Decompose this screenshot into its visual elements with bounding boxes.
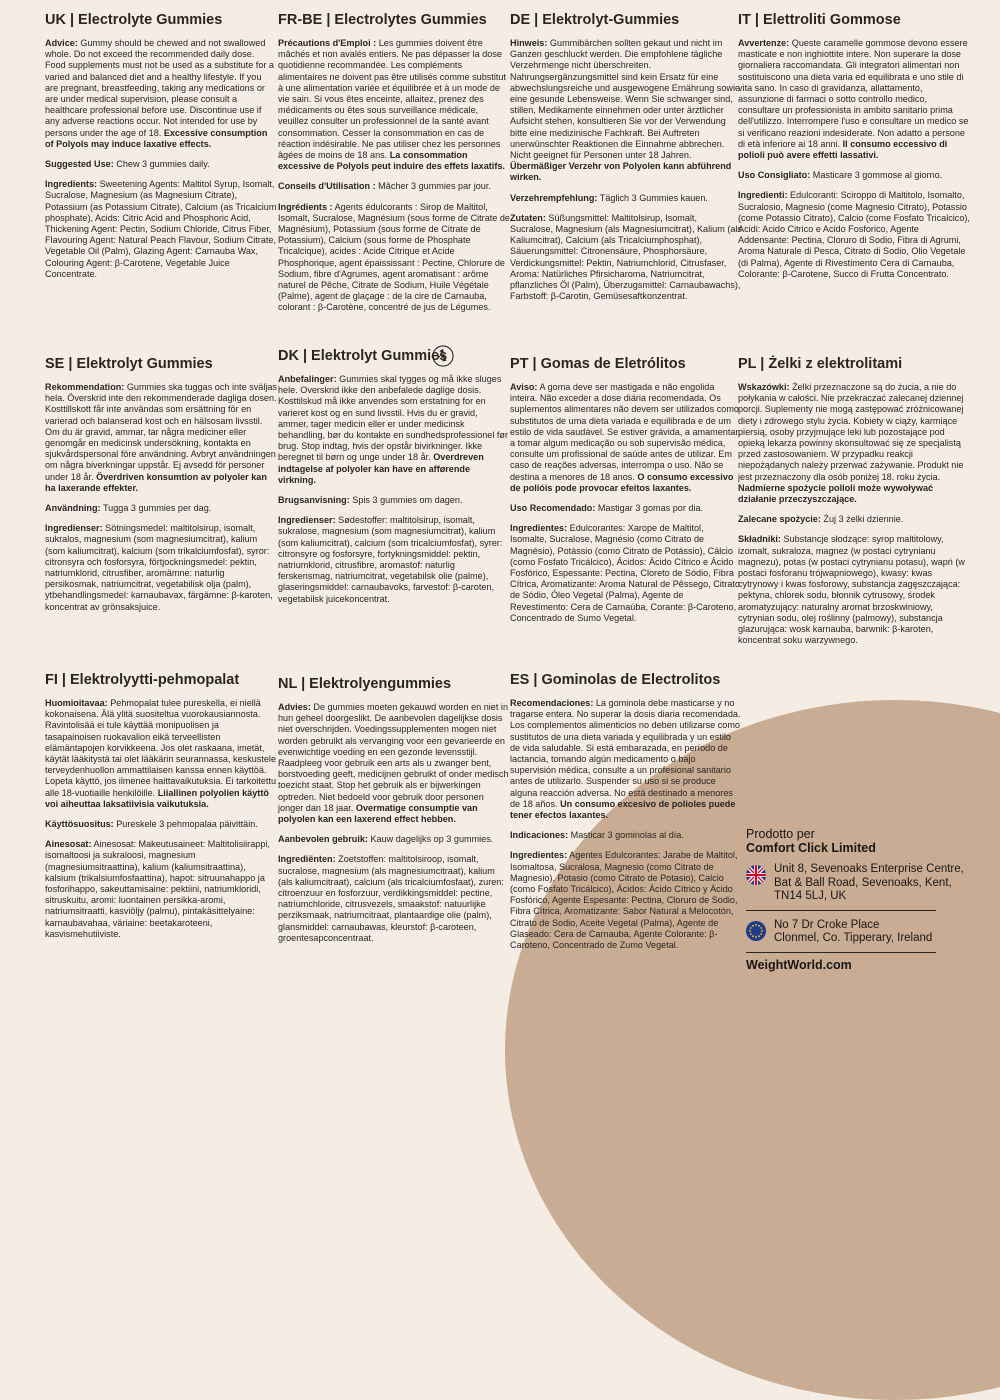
section-title: PL | Żelki z elektrolitami bbox=[738, 356, 903, 372]
eu-address bbox=[746, 919, 976, 946]
section-uk bbox=[45, 12, 277, 289]
section-pl bbox=[738, 356, 970, 655]
usage-paragraph: Conseils d'Utilisation : Mâcher 3 gummies par jour. bbox=[278, 181, 491, 192]
usage-paragraph: Indicaciones: Masticar 3 gominolas al día. bbox=[510, 830, 684, 841]
eu-address-line1: No 7 Dr Croke Place bbox=[774, 918, 880, 931]
advice-paragraph: Anbefalinger: Gummies skal tygges og må ikke sluges hele. Overskrid ikke den anbefalede daglige dosis. Kosttilskud må ikke anvendes som erstatning for en varieret kost og en sund livsstil. Hvis du er gravid, ammer, tager medicin eller er under medicinsk behandling, bør du kontakte en sundhedsprofessionel før brug. Stop indtag, hvis der opstår bivirkninger. Ikke beregnet til børn og unge under 18 år. Overdreven indtagelse af polyoler kan have en afførende virkning. bbox=[278, 374, 509, 485]
section-title: PT | Gomas de Eletrólitos bbox=[510, 356, 686, 372]
ingredients-paragraph: Ingredienser: Sötningsmedel: maltitolsirup, isomalt, sukralos, magnesium (som magnesiumcitrat), kalium (som kaliumcitrat), kalcium (som trikalciumfosfat), syror: citronsyra och fosforsyra, förtjockningsmedel: pektin, natriumklorid, citrusfiber, aromämne: naturlig persikosmak, natriumcitrat, vegetabilisk olja (palm), ytbehandlingsmedel: karnaubavax, färgämne: β-karoten, koncentrat av grönsaksjuice. bbox=[45, 523, 273, 612]
uk-flag-icon bbox=[746, 865, 766, 885]
usage-paragraph: Uso Recomendado: Mastigar 3 gomas por dia. bbox=[510, 503, 704, 514]
advice-paragraph: Advies: De gummies moeten gekauwd worden en niet in hun geheel doorgeslikt. De aanbevolen dagelijkse dosis niet overschrijden. Voedingssupplementen mogen niet worden gebruikt als vervanging voor een gevarieerde en evenwichtige voeding en een gezonde levensstijl. Raadpleeg voor gebruik een arts als u zwanger bent, borstvoeding geeft, medicijnen gebruikt of onder medisch toezicht staat. Stop het gebruik als er bijwerkingen optreden. Niet bedoeld voor gebruik door personen jonger dan 18 jaar. Overmatige consumptie van polyolen kan een laxerend effect hebben. bbox=[278, 702, 509, 825]
advice-paragraph: Aviso: A goma deve ser mastigada e não engolida inteira. Não exceder a dose diária recomendada. Os suplementos alimentares não devem ser utilizados como substitutos de uma dieta variada e equilibrada e de um estilo de vida saudável. Se estiver grávida, a amamentar, a tomar algum medicação ou sob supervisão médica, consulte um profissional de saúde antes de utilizar. Em caso de reações adversas, interrompa o uso. Não se destina a menores de 18 anos. O consumo excessivo de polióis pode provocar efeitos laxantes. bbox=[510, 382, 741, 493]
advice-paragraph: Advice: Gummy should be chewed and not swallowed whole. Do not exceed the recommended daily dose. Food supplements must not be used as a substitute for a varied and balanced diet and a healthy lifestyle. If you are pregnant, breastfeeding, taking any medications or are under medical supervision, please consult a healthcare professional before use. Discontinue use if any adverse reactions occur. Not intended for use by persons under the age of 18. Excessive consumption of Polyols may induce laxative effects. bbox=[45, 38, 274, 149]
usage-paragraph: Zalecane spożycie: Żuj 3 żelki dziennie. bbox=[738, 514, 904, 525]
divider bbox=[746, 910, 936, 911]
ingredients-paragraph: Ingredienti: Edulcoranti: Sciroppo di Maltitolo, Isomalto, Sucralosio, Magnesio (come Magnesio Citrato), Potassio (come Potassio Citrato), Calcio (come Fosfato Tricalcico), Acidi: Acido Citrico e Acido Fosforico, Agente Addensante: Pectina, Cloruro di Sodio, Fibra di Agrumi, Aroma Naturale di Pesca, Citrato di Sodio, Olio Vegetale (di Palma), Agente di Rivestimento Cera di Carnauba, Colorante: β-Carotene, Succo di Frutta Concentrato. bbox=[738, 190, 970, 279]
advice-paragraph: Wskazówki: Żelki przeznaczone są do żucia, a nie do połykania w całości. Nie przekraczać zalecanej dziennej porcji. Suplementy nie mogą zastępować zróżnicowanej diety i zdrowego stylu życia. Kobiety w ciąży, karmiące piersią, osoby przyjmujące leki lub pozostające pod opieką lekarza powinny skonsultować się ze specjalistą przed zastosowaniem. W przypadku reakcji niepożądanych należy przerwać zażywanie. Produkt nie jest przeznaczony dla osób poniżej 18. roku życia. Nadmierne spożycie polioli może wywoływać działanie przeczyszczające. bbox=[738, 382, 964, 505]
ingredients-paragraph: Ingredients: Sweetening Agents: Maltitol Syrup, Isomalt, Sucralose, Magnesium (as Magnesium Citrate), Potassium (as Potassium Citrate), Calcium (as Tricalcium phosphate), Acids: Citric Acid and Phosphoric Acid, Thickening Agent: Pectin, Sodium Chloride, Citrus Fiber, Flavouring Agent: Natural Peach Flavour, Sodium Citrate, Vegetable Oil (Palm), Glazing Agent: Carnauba Wax, Colouring Agent: β-Carotene, Vegetable Juice Concentrate. bbox=[45, 179, 277, 279]
ingredients-paragraph: Zutaten: Süßungsmittel: Maltitolsirup, Isomalt, Sucralose, Magnesium (als Magnesiumcitrat), Kalium (als Kaliumcitrat), Calcium (als Tricalciumphosphat), Säuerungsmittel: Citronensäure, Phosphorsäure, Verdickungsmittel: Pektin, Natriumchlorid, Citrusfaser, Aroma: Natürliches Pfirsicharoma, Natriumcitrat, pflanzliches Öl (Palm), Überzugsmittel: Carnaubawachs), Farbstoff: β-Carotin, Gemüsesaftkonzentrat. bbox=[510, 212, 742, 302]
usage-paragraph: Käyttösuositus: Pureskele 3 pehmopalaa päivittäin. bbox=[45, 819, 258, 830]
section-dk bbox=[278, 348, 510, 614]
advice-paragraph: Huomioitavaa: Pehmopalat tulee pureskella, ei niellä kokonaisena. Älä ylitä suositeltua vuorokausiannosta. Ravintolisää ei tule käyttää monipuolisen ja tasapainoisen ruokavalion eikä terveellisten elämäntapojen korvikkeena. Jos olet raskaana, imetät, käytät lääkitystä tai olet lääkärin seurannassa, keskustele terveydenhuollon ammattilaisen kanssa ennen käyttöä. Lopeta käyttö, jos ilmenee haittavaikutuksia. Ei tarkoitettu alle 18-vuotiaille henkilöille. Liiallinen polyolien käyttö voi aiheuttaa laksatiivisia vaikutuksia. bbox=[45, 698, 277, 809]
usage-paragraph: Verzehrempfehlung: Täglich 3 Gummies kauen. bbox=[510, 192, 708, 203]
section-title: FI | Elektrolyytti-pehmopalat bbox=[45, 672, 240, 688]
advice-paragraph: Précautions d'Emploi : Les gummies doivent être mâchés et non avalés entiers. Ne pas dépasser la dose quotidienne recommandée. Les compléments alimentaires ne doivent pas être utilisés comme substitut à une alimentation variée et équilibrée et à un mode de vie sain. Si vous êtes enceinte, allaitez, prenez des médicaments ou êtes sous surveillance médicale, veuillez consulter un professionnel de la santé avant consommation. Cesser la consommation en cas de réaction indésirable. Ne pas utiliser chez les personnes âgées de moins de 18 ans. La consommation excessive de Polyols peut induire des effets laxatifs. bbox=[278, 38, 506, 172]
section-es bbox=[510, 672, 742, 960]
ingredients-paragraph: Ainesosat: Ainesosat: Makeutusaineet: Maltitolisiirappi, isomaltoosi ja sukraloosi, magnesium (magnesiumsitraattina), kalium (kaliumsitraattina), kalsium (trikalsiumfosfaattina), hapot: sitruunahappo ja fosforihappo, sakeuttamisaine: pektiini, natriumkloridi, sitruskuitu, aromi: luontainen persikka-aromi, natriumsitraatti, kasviöljy (palmu), pintakäsittelyaine: karnaubavahaa, väriaine: beetakaroteeni, kasvismehutiiviste. bbox=[45, 839, 270, 939]
advice-paragraph: Recomendaciones: La gominola debe masticarse y no tragarse entera. No superar la dosis diaria recomendada. Los complementos alimenticios no deben utilizarse como sustitutos de una dieta variada y equilibrada y un estilo de vida saludable. Si está embarazada, en período de lactancia, tomando algún medicamento o bajo supervisión médica, consulte a un profesional sanitario antes de utilizarlo. Suspender su uso si se produce alguna reacción adversa. No está destinado a menores de 18 años. Un consumo excesivo de polioles puede tener efectos laxantes. bbox=[510, 698, 741, 821]
uk-address-line3: TN14 5LJ, UK bbox=[774, 890, 847, 902]
section-title: DE | Elektrolyt-Gummies bbox=[510, 12, 680, 28]
section-title: NL | Elektrolyengummies bbox=[278, 676, 452, 692]
uk-address bbox=[746, 863, 976, 904]
advice-paragraph: Hinweis: Gummibärchen sollten gekaut und nicht im Ganzen geschluckt werden. Die empfohlene tägliche Verzehrmenge nicht überschreiten. Nahrungsergänzungsmittel sind kein Ersatz für eine abwechslungsreiche und ausgewogene Ernährung sowie eine gesunde Lebensweise. Wenn Sie schwanger sind, stillen, Medikamente einnehmen oder unter ärztlicher Aufsicht stehen, konsultieren Sie vor der Verwendung bitte eine medizinische Fachkraft. Bei Auftreten unerwünschter Reaktionen die Einnahme abbrechen. Nicht geeignet für Personen unter 18 Jahren. Übermäßiger Verzehr von Polyolen kann abführend wirken. bbox=[510, 38, 741, 183]
section-title: UK | Electrolyte Gummies bbox=[45, 12, 223, 28]
producer-intro: Prodotto per bbox=[746, 827, 815, 841]
ingredients-paragraph: Składniki: Substancje słodzące: syrop maltitolowy, izomalt, sukraloza, magnez (w postaci cytrynianu magnezu), potas (w postaci cytrynianu potasu), wapń (w postaci fosforanu trójwapniowego), kwasy: kwas cytrynowy i kwas fosforowy, substancja zagęszczająca: pektyna, chlorek sodu, błonnik cytrusowy, środek aromatyzujący: naturalny aromat brzoskwiniowy, cytrynian sodu, olej roślinny (palmowy), substancja glazurująca: wosk karnauba, barwnik: β-karoten, koncentrat soku warzywnego. bbox=[738, 534, 965, 646]
producer-block bbox=[746, 828, 976, 972]
eu-flag-icon bbox=[746, 921, 766, 941]
usage-paragraph: Uso Consigliato: Masticare 3 gommose al giorno. bbox=[738, 170, 943, 181]
ingredients-paragraph: Ingrediënten: Zoetstoffen: maltitolsiroop, isomalt, sucralose, magnesium (als magnesiumcitraat), kalium (als kaliumcitraat), calcium (als tricalciumfosfaat), zuren: citroenzuur en fosforzuur, verdikkingsmiddel: pectine, natriumchloride, citrusvezels, smaakstof: natuurlijke perziksmaak, natriumcitraat, plantaardige olie (palm), glansmiddel: carnaubawas, kleurstof: β-caroteen, groentesapconcentraat. bbox=[278, 854, 504, 943]
section-se bbox=[45, 356, 277, 622]
divider bbox=[746, 952, 936, 953]
section-fi bbox=[45, 672, 277, 949]
section-title: IT | Elettroliti Gommose bbox=[738, 12, 901, 28]
section-pt bbox=[510, 356, 742, 633]
ingredients-paragraph: Ingredienser: Sødestoffer: maltitolsirup, isomalt, sukralose, magnesium (som magnesiumcitrat), kalium (som kaliumcitrat), calcium (som tricalciumfosfat), syrer: citronsyre og fosforsyre, fortykningsmiddel: pektin, natriumklorid, citrusfibre, aromastof: naturlig ferskensmag, natriumcitrat, vegetabilsk olie (palme), glaseringsmiddel: carnaubavoks, farvestof: β-caroten, vegetabilsk juicekoncentrat. bbox=[278, 515, 503, 604]
usage-paragraph: Aanbevolen gebruik: Kauw dagelijks op 3 gummies. bbox=[278, 834, 494, 845]
advice-paragraph: Rekommendation: Gummies ska tuggas och inte sväljas hela. Överskrid inte den rekommenderade dagliga dosen. Kosttillskott får inte användas som ersättning för en varierad och balanserad kost och en hälsosam livsstil. Om du är gravid, ammar, tar några mediciner eller genomgår en medicinsk undersökning, kontakta en sjukvårdspersonal före användning. Avbryt användningen om några biverkningar uppstår. Ej avsedd för personer under 18 år. Överdriven konsumtion av polyoler kan ha laxerande effekter. bbox=[45, 382, 277, 493]
section-fr bbox=[278, 12, 510, 323]
ingredients-paragraph: Ingrédients : Agents édulcorants : Sirop de Maltitol, Isomalt, Sucralose, Magnésium (sous forme de Citrate de Magnésium), Potassium (sous forme de Citrate de Potassium), Calcium (sous forme de Phosphate Tricalcique), acides : Acide Citrique et Acide Phosphorique, agent épaississant : Pectine, Chlorure de Sodium, fibre d'Agrumes, agent aromatisant : arôme naturel de Pêche, Citrate de Sodium, Huile Végétale (Palme), agent de glaçage : de la cire de Carnauba, colorant : β-Carotène, concentré de jus de Légumes. bbox=[278, 201, 510, 313]
advice-paragraph: Avvertenze: Queste caramelle gommose devono essere masticate e non inghiottite intere. Non superare la dose giornaliera raccomandata. Gli integratori alimentari non sostituiscono una dieta varia ed equilibrata e uno stile di vita sano. In caso di gravidanza, allattamento, assunzione di farmaci o sotto controllo medico, consultare un professionista in ambito sanitario prima dell'utilizzo. Interrompere l'uso e consultare un medico se si verificano reazioni indesiderate. Non adatto a persone di età inferiore ai 18 anni. Il consumo eccessivo di polioli può avere effetti lassativi. bbox=[738, 38, 969, 161]
usage-paragraph: Brugsanvisning: Spis 3 gummies om dagen. bbox=[278, 495, 463, 506]
uk-address-line1: Unit 8, Sevenoaks Enterprise Centre, bbox=[774, 863, 964, 875]
section-title: FR-BE | Electrolytes Gummies bbox=[278, 12, 487, 28]
usage-paragraph: Suggested Use: Chew 3 gummies daily. bbox=[45, 159, 210, 170]
eu-address-line2: Clonmel, Co. Tipperary, Ireland bbox=[774, 932, 933, 944]
ingredients-paragraph: Ingredientes: Edulcorantes: Xarope de Maltitol, Isomalte, Sucralose, Magnésio (como Citrato de Magnésio), Potássio (como Citrato de Potássio), Cálcio (como Fosfato Tricálcico), Ácidos: Ácido Cítrico e Ácido Fosfórico, Espessante: Pectina, Cloreto de Sódio, Fibra Cítrica, Aromatizante: Aroma Natural de Pêssego, Citrato de Sódio, Óleo Vegetal (Palma), Agente de Revestimento: Cera de Carnaúba, Corante: β-Caroteno, Concentrado de Sumo Vegetal. bbox=[510, 523, 740, 623]
website-link[interactable]: WeightWorld.com bbox=[746, 957, 852, 972]
ingredients-paragraph: Ingredientes: Agentes Edulcorantes: Jarabe de Maltitol, Isomaltosa, Sucralosa, Magnesio (como Citrato de Magnesio), Potasio (como Citrato de Potasio), Calcio (como Fosfato Tricálcico), Ácidos: Ácido Cítrico y Ácido Fosfórico, Agente Espesante: Pectina, Cloruro de Sodio, Fibra Cítrica, Aromatizante: Sabor Natural a Melocotón, Citrato de Sodio, Aceite Vegetal (Palma), Agente de Glaseado: Cera de Carnauba, Agente Colorante: β-Caroteno, Concentrado de Zumo Vegetal. bbox=[510, 850, 738, 951]
uk-address-line2: Bat & Ball Road, Sevenoaks, Kent, bbox=[774, 876, 952, 889]
section-nl bbox=[278, 676, 510, 953]
section-title: ES | Gominolas de Electrolitos bbox=[510, 672, 721, 688]
section-de bbox=[510, 12, 742, 311]
section-title: SE | Elektrolyt Gummies bbox=[45, 356, 213, 372]
producer-company: Comfort Click Limited bbox=[746, 840, 876, 855]
section-title: DK | Elektrolyt Gummies bbox=[278, 348, 448, 364]
usage-paragraph: Användning: Tugga 3 gummies per dag. bbox=[45, 503, 212, 514]
section-it bbox=[738, 12, 970, 289]
